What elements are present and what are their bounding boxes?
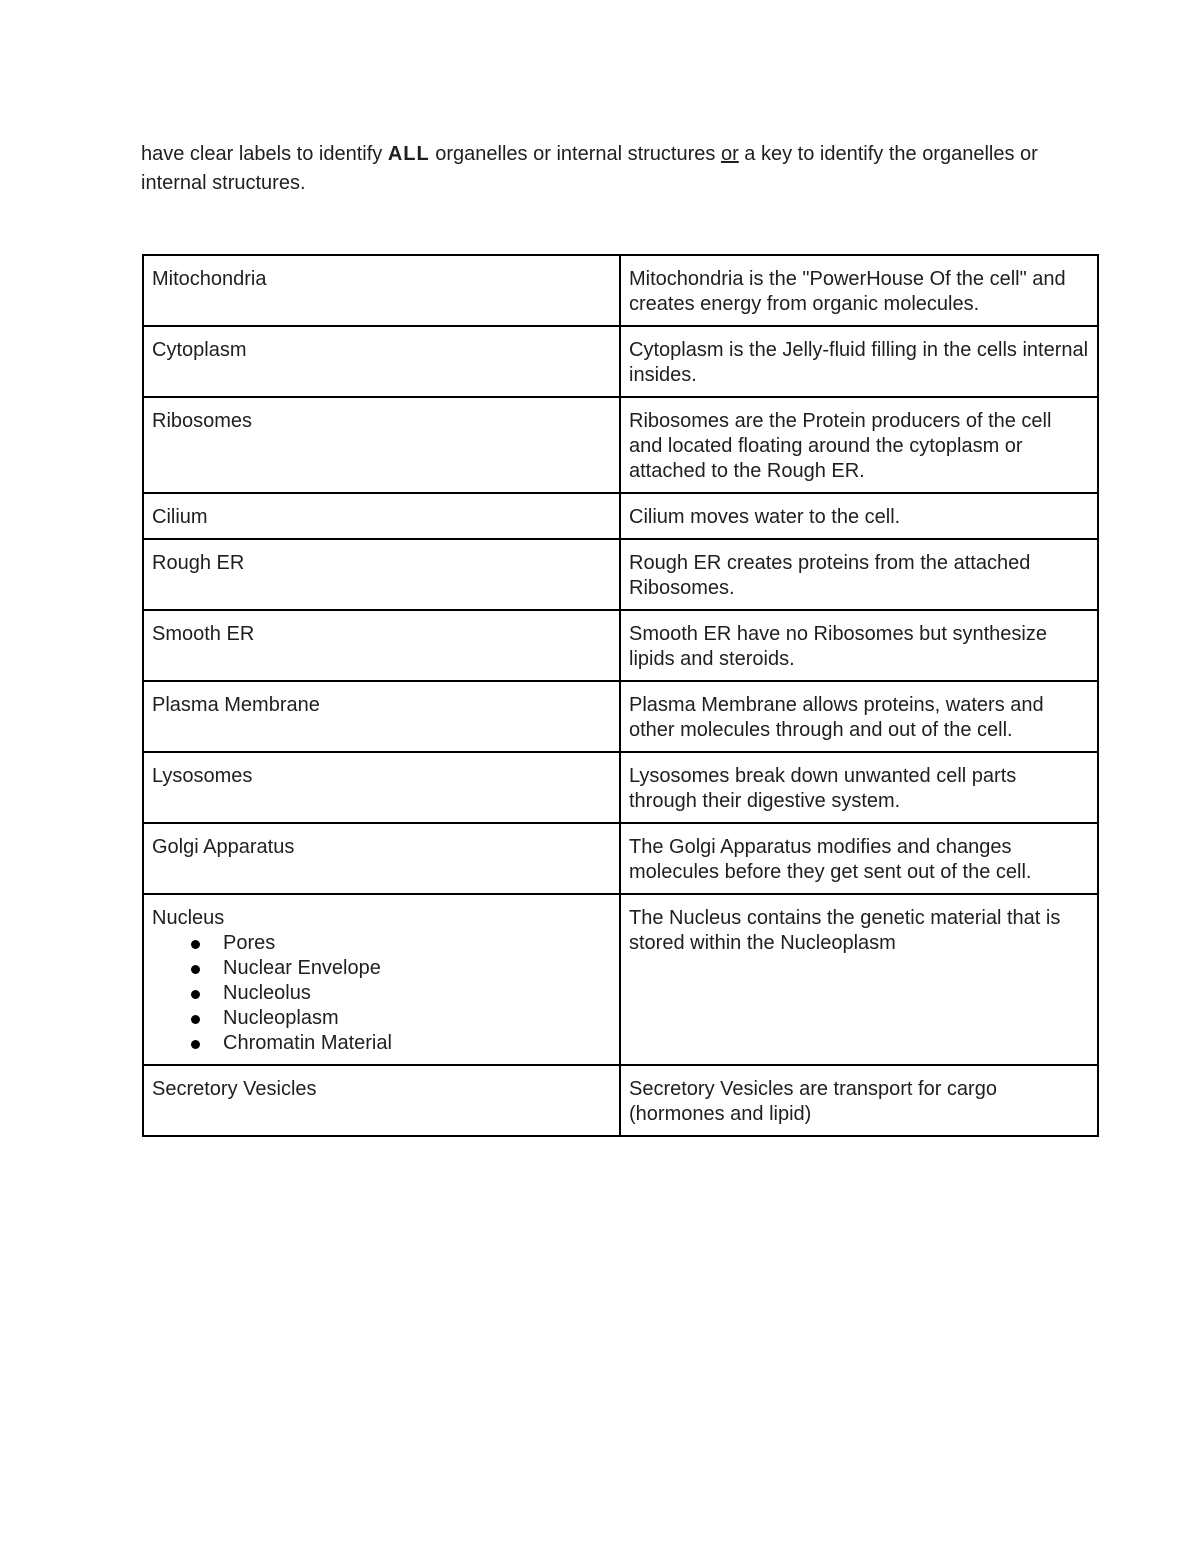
- list-item: [186, 1031, 611, 1056]
- list-item: [186, 931, 611, 956]
- list-item-label: Nucleoplasm: [223, 1007, 339, 1029]
- organelle-name: Cilium: [143, 493, 620, 539]
- table-row: [143, 493, 1098, 539]
- bullet-icon: [191, 940, 200, 949]
- organelle-description: The Golgi Apparatus modifies and changes molecules before they get sent out of the cell.: [620, 823, 1098, 894]
- organelle-name: Plasma Membrane: [143, 681, 620, 752]
- organelle-name: Smooth ER: [143, 610, 620, 681]
- organelle-description: Secretory Vesicles are transport for cargo (hormones and lipid): [620, 1065, 1098, 1136]
- bullet-icon: [191, 990, 200, 999]
- organelle-description: Cilium moves water to the cell.: [620, 493, 1098, 539]
- organelle-table: [142, 254, 1099, 1137]
- organelle-description: Ribosomes are the Protein producers of the cell and located floating around the cytoplasm or attached to the Rough ER.: [620, 397, 1098, 493]
- organelle-description: Lysosomes break down unwanted cell parts through their digestive system.: [620, 752, 1098, 823]
- bullet-icon: [191, 965, 200, 974]
- intro-text-2: organelles or internal structures: [429, 143, 721, 165]
- organelle-name: Lysosomes: [143, 752, 620, 823]
- intro-underlined: or: [720, 143, 739, 165]
- organelle-name: Cytoplasm: [143, 326, 620, 397]
- organelle-name: Ribosomes: [143, 397, 620, 493]
- table-row: [143, 823, 1098, 894]
- table-row: [143, 610, 1098, 681]
- table-row: [143, 752, 1098, 823]
- organelle-description: Cytoplasm is the Jelly-fluid filling in the cells internal insides.: [620, 326, 1098, 397]
- bullet-icon: [191, 1015, 200, 1024]
- organelle-description: Mitochondria is the "PowerHouse Of the cell" and creates energy from organic molecules.: [620, 255, 1098, 326]
- intro-text-3: a key to identify the organelles or internal structures.: [141, 143, 1038, 194]
- table-row: [143, 1065, 1098, 1136]
- list-item-label: Nuclear Envelope: [223, 957, 381, 979]
- intro-text-1: have clear labels to identify: [141, 143, 388, 165]
- organelle-name: Golgi Apparatus: [143, 823, 620, 894]
- list-item-label: Chromatin Material: [223, 1032, 392, 1054]
- organelle-name: Nucleus: [152, 907, 225, 929]
- organelle-description: Rough ER creates proteins from the attached Ribosomes.: [620, 539, 1098, 610]
- organelle-name: Rough ER: [143, 539, 620, 610]
- list-item-label: Nucleolus: [223, 982, 311, 1004]
- organelle-name-cell: [143, 894, 620, 1065]
- nucleus-parts-list: [152, 931, 611, 1056]
- table-row: [143, 255, 1098, 326]
- organelle-description: The Nucleus contains the genetic material that is stored within the Nucleoplasm: [620, 894, 1098, 1065]
- table-row: [143, 397, 1098, 493]
- bullet-icon: [191, 1040, 200, 1049]
- table-row: [143, 894, 1098, 1065]
- list-item: [186, 981, 611, 1006]
- table-row: [143, 539, 1098, 610]
- organelle-description: Smooth ER have no Ribosomes but synthesize lipids and steroids.: [620, 610, 1098, 681]
- list-item-label: Pores: [223, 932, 276, 954]
- table-row: [143, 326, 1098, 397]
- table-row: [143, 681, 1098, 752]
- organelle-name: Mitochondria: [143, 255, 620, 326]
- intro-paragraph: [141, 140, 1041, 198]
- intro-emphasis: ALL: [387, 143, 430, 165]
- list-item: [186, 1006, 611, 1031]
- organelle-name: Secretory Vesicles: [143, 1065, 620, 1136]
- list-item: [186, 956, 611, 981]
- organelle-description: Plasma Membrane allows proteins, waters and other molecules through and out of the cell.: [620, 681, 1098, 752]
